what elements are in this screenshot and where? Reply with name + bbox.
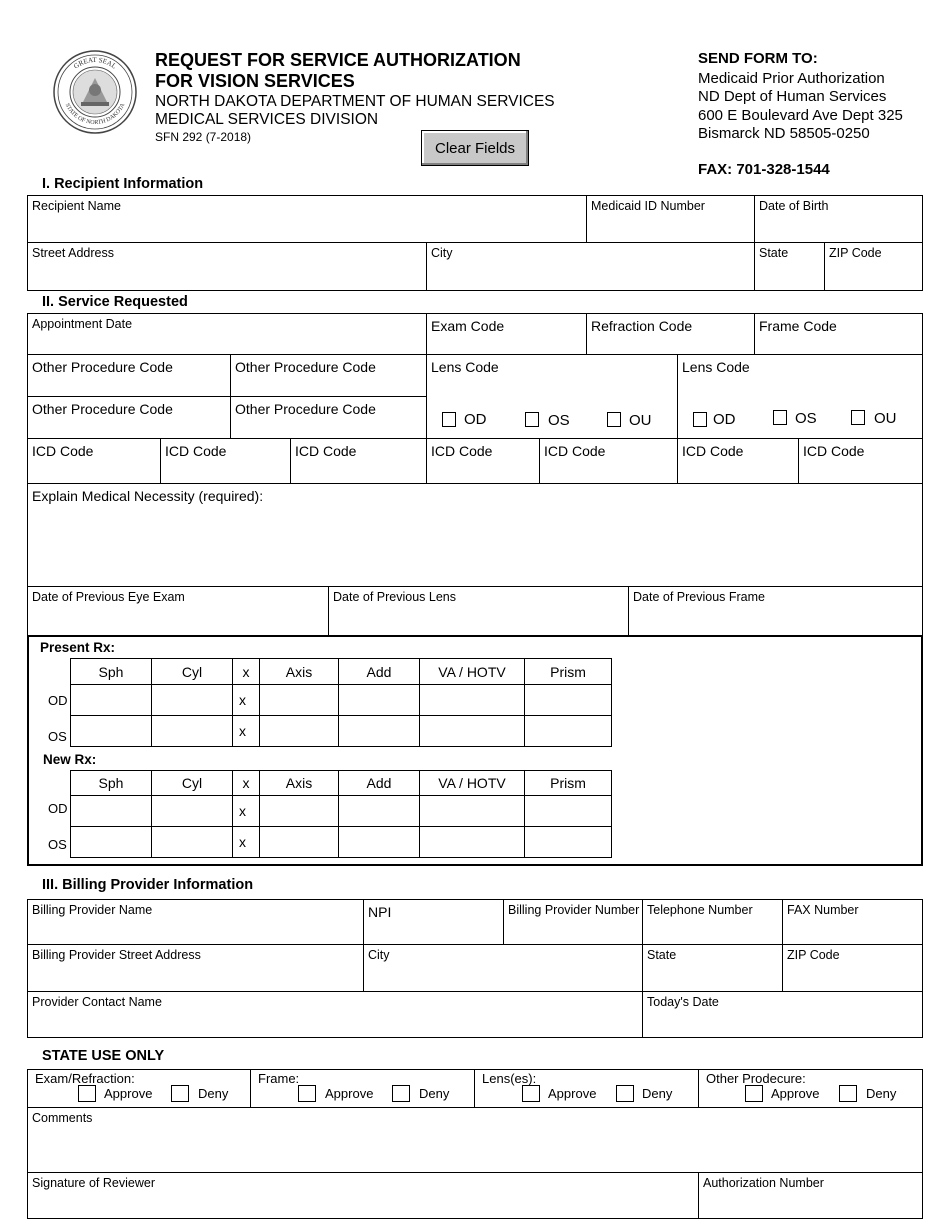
billing-zip-field[interactable] [782,944,923,992]
other-approve-checkbox[interactable] [745,1085,763,1102]
send-to-line1: Medicaid Prior Authorization [698,70,885,87]
lens-approve-label: Approve [548,1086,597,1101]
col-cyl: Cyl [152,659,233,685]
exam-approve-label: Approve [104,1086,153,1101]
present-od-x: x [233,685,260,716]
present-os-va[interactable] [420,716,525,747]
lens1-os-checkbox[interactable] [525,412,539,427]
frame-label: Frame: [258,1071,300,1086]
telephone-label: Telephone Number [647,903,753,917]
dob-label: Date of Birth [759,199,829,213]
lens1-os-label: OS [548,412,570,429]
present-od-va[interactable] [420,685,525,716]
col-cyl: Cyl [152,771,233,796]
seal-top-text: GREAT SEAL [72,55,118,71]
present-os-prism[interactable] [525,716,612,747]
lens1-ou-label: OU [629,412,652,429]
frame-approve-label: Approve [325,1086,374,1101]
lens2-os-checkbox[interactable] [773,410,787,425]
icd-code-field-2[interactable] [160,438,291,484]
medical-necessity-field[interactable] [27,483,923,587]
new-os-cyl[interactable] [152,827,233,858]
billing-provider-number-label: Billing Provider Number [508,903,640,917]
lens1-ou-checkbox[interactable] [607,412,621,427]
refraction-code-field[interactable] [586,313,755,355]
icd-code-label: ICD Code [165,443,227,459]
present-os-cyl[interactable] [152,716,233,747]
present-od-prism[interactable] [525,685,612,716]
reviewer-signature-field[interactable] [27,1172,699,1219]
present-od-label: OD [48,693,68,708]
billing-street-label: Billing Provider Street Address [32,948,201,962]
present-os-label: OS [48,729,67,744]
other-procedure-code-label: Other Procedure Code [32,401,173,417]
frame-deny-label: Deny [419,1086,450,1101]
state-field[interactable] [754,242,825,291]
present-rx-od-row [71,685,612,716]
icd-code-label: ICD Code [32,443,94,459]
medicaid-id-field[interactable] [586,195,755,243]
present-od-axis[interactable] [260,685,339,716]
frame-deny-checkbox[interactable] [392,1085,410,1102]
other-procedure-code-field-1[interactable] [27,354,231,397]
seal-bottom-text: STATE OF NORTH DAKOTA [63,102,127,127]
lens-deny-checkbox[interactable] [616,1085,634,1102]
present-od-sph[interactable] [71,685,152,716]
state-label: State [759,246,789,260]
exam-code-field[interactable] [426,313,587,355]
col-prism: Prism [525,771,612,796]
prev-lens-label: Date of Previous Lens [333,590,456,604]
recipient-section-heading: I. Recipient Information [42,176,204,192]
medicaid-id-label: Medicaid ID Number [591,199,705,213]
new-rx-label: New Rx: [43,752,97,767]
billing-provider-name-field[interactable] [27,899,364,945]
new-od-add[interactable] [339,796,420,827]
lens2-ou-checkbox[interactable] [851,410,865,425]
present-os-axis[interactable] [260,716,339,747]
state-use-heading: STATE USE ONLY [42,1048,165,1064]
recipient-section [27,195,923,291]
other-procedure-code-label: Other Procedure Code [32,359,173,375]
col-va-hotv: VA / HOTV [420,771,525,796]
new-od-cyl[interactable] [152,796,233,827]
present-rx-table [70,658,612,747]
exam-approve-checkbox[interactable] [78,1085,96,1102]
form-title-line1: REQUEST FOR SERVICE AUTHORIZATION [155,50,521,70]
svg-text:GREAT SEAL [72,56,118,71]
exam-code-label: Exam Code [431,318,505,334]
zip-field[interactable] [824,242,923,291]
new-od-axis[interactable] [260,796,339,827]
icd-code-label: ICD Code [803,443,865,459]
present-os-add[interactable] [339,716,420,747]
present-rx-os-row [71,716,612,747]
col-x: x [233,659,260,685]
exam-refraction-label: Exam/Refraction: [35,1071,135,1086]
present-os-x: x [233,716,260,747]
reviewer-signature-label: Signature of Reviewer [32,1176,155,1190]
prev-lens-field[interactable] [328,586,629,636]
refraction-code-label: Refraction Code [591,318,693,334]
medical-necessity-label: Explain Medical Necessity (required): [32,488,264,504]
col-prism: Prism [525,659,612,685]
send-to-line3: 600 E Boulevard Ave Dept 325 [698,107,903,124]
icd-code-label: ICD Code [544,443,606,459]
fax-field[interactable] [782,899,923,945]
prev-frame-field[interactable] [628,586,923,636]
appointment-date-field[interactable] [27,313,427,355]
present-od-add[interactable] [339,685,420,716]
new-os-label: OS [48,837,67,852]
fax-number: FAX: 701-328-1544 [698,161,830,178]
icd-code-field-5[interactable] [539,438,678,484]
prev-frame-label: Date of Previous Frame [633,590,765,604]
new-os-x: x [233,827,260,858]
exam-deny-label: Deny [198,1086,229,1101]
other-procedure-code-field-3[interactable] [27,396,231,439]
col-va-hotv: VA / HOTV [420,659,525,685]
new-rx-table [70,770,612,858]
billing-state-label: State [647,948,677,962]
lens-code-label: Lens Code [682,359,750,375]
new-os-va[interactable] [420,827,525,858]
frame-code-label: Frame Code [759,318,837,334]
exam-deny-checkbox[interactable] [171,1085,189,1102]
lens2-od-label: OD [713,411,736,428]
new-od-va[interactable] [420,796,525,827]
col-add: Add [339,771,420,796]
billing-section [27,899,923,1038]
billing-city-label: City [368,948,390,962]
lens2-os-label: OS [795,410,817,427]
billing-section-heading: III. Billing Provider Information [42,877,254,893]
lens-deny-label: Deny [642,1086,673,1101]
service-section-heading: II. Service Requested [42,294,188,310]
lens-label: Lens(es): [482,1071,537,1086]
state-seal-logo [53,50,137,134]
new-od-sph[interactable] [71,796,152,827]
present-od-cyl[interactable] [152,685,233,716]
form-title-line2: FOR VISION SERVICES [155,71,355,91]
send-to-line4: Bismarck ND 58505-0250 [698,125,870,142]
other-procedure-code-field-4[interactable] [230,396,427,439]
telephone-field[interactable] [642,899,783,945]
form-number: SFN 292 (7-2018) [155,130,252,144]
lens1-od-label: OD [464,411,487,428]
frame-approve-checkbox[interactable] [298,1085,316,1102]
icd-code-label: ICD Code [682,443,744,459]
billing-street-field[interactable] [27,944,364,992]
prev-eye-exam-field[interactable] [27,586,329,636]
new-od-x: x [233,796,260,827]
todays-date-field[interactable] [642,991,923,1038]
icd-code-field-4[interactable] [426,438,540,484]
provider-contact-label: Provider Contact Name [32,995,162,1009]
comments-label: Comments [32,1111,93,1125]
other-procedure-code-label: Other Procedure Code [235,401,376,417]
col-axis: Axis [260,659,339,685]
frame-code-field[interactable] [754,313,923,355]
street-address-label: Street Address [32,246,114,260]
new-os-prism[interactable] [525,827,612,858]
recipient-name-field[interactable] [27,195,587,243]
present-rx-label: Present Rx: [40,640,116,655]
new-os-axis[interactable] [260,827,339,858]
appointment-date-label: Appointment Date [32,317,133,331]
authorization-number-field[interactable] [698,1172,923,1219]
street-address-field[interactable] [27,242,427,291]
col-sph: Sph [71,659,152,685]
lens-code-label: Lens Code [431,359,499,375]
provider-contact-field[interactable] [27,991,643,1038]
lens-approve-checkbox[interactable] [522,1085,540,1102]
npi-label: NPI [368,904,392,920]
other-approve-label: Approve [771,1086,820,1101]
city-field[interactable] [426,242,755,291]
icd-code-field-7[interactable] [798,438,923,484]
city-label: City [431,246,453,260]
col-x: x [233,771,260,796]
authorization-number-label: Authorization Number [703,1176,824,1190]
division-name: MEDICAL SERVICES DIVISION [155,111,379,128]
present-os-sph[interactable] [71,716,152,747]
icd-code-label: ICD Code [295,443,357,459]
todays-date-label: Today's Date [647,995,719,1009]
send-to-line2: ND Dept of Human Services [698,88,887,105]
state-use-section [27,1069,923,1219]
other-deny-label: Deny [866,1086,897,1101]
new-os-sph[interactable] [71,827,152,858]
icd-code-field-3[interactable] [290,438,427,484]
billing-zip-label: ZIP Code [787,948,840,962]
new-od-label: OD [48,801,68,816]
zip-label: ZIP Code [829,246,882,260]
recipient-name-label: Recipient Name [32,199,121,213]
billing-provider-name-label: Billing Provider Name [32,903,153,917]
new-od-prism[interactable] [525,796,612,827]
icd-code-field-6[interactable] [677,438,799,484]
new-rx-od-row [71,796,612,827]
fax-label: FAX Number [787,903,859,917]
other-procedure-code-label: Other Procedure Code [235,359,376,375]
other-procedure-code-field-2[interactable] [230,354,427,397]
other-procedure-label: Other Prodecure: [706,1071,806,1086]
clear-fields-button[interactable]: Clear Fields [421,130,529,166]
lens1-od-checkbox[interactable] [442,412,456,427]
new-os-add[interactable] [339,827,420,858]
billing-provider-number-field[interactable] [503,899,643,945]
dob-field[interactable] [754,195,923,243]
prev-eye-exam-label: Date of Previous Eye Exam [32,590,185,604]
lens2-ou-label: OU [874,410,897,427]
other-deny-checkbox[interactable] [839,1085,857,1102]
col-sph: Sph [71,771,152,796]
lens2-od-checkbox[interactable] [693,412,707,427]
new-rx-os-row [71,827,612,858]
col-add: Add [339,659,420,685]
icd-code-label: ICD Code [431,443,493,459]
billing-city-field[interactable] [363,944,643,992]
npi-field[interactable] [363,899,504,945]
send-to-heading: SEND FORM TO: [698,50,818,67]
department-name: NORTH DAKOTA DEPARTMENT OF HUMAN SERVICES [155,93,555,110]
billing-state-field[interactable] [642,944,783,992]
icd-code-field-1[interactable] [27,438,161,484]
col-axis: Axis [260,771,339,796]
comments-field[interactable] [27,1107,923,1173]
